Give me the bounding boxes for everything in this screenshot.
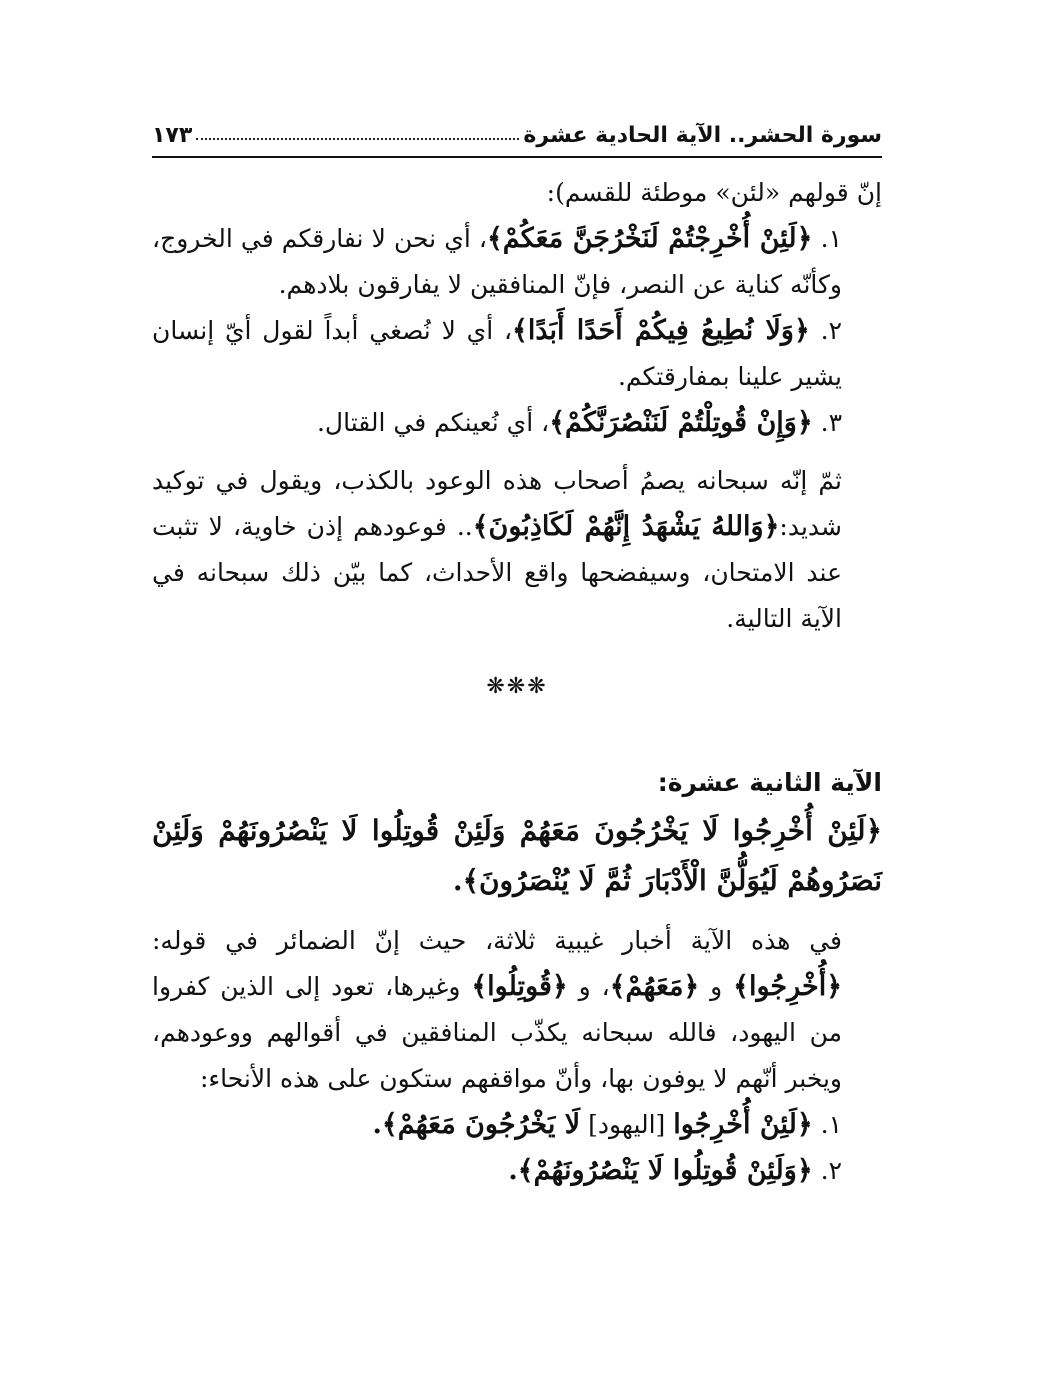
header-rule (152, 156, 882, 158)
paragraph-explanation-c: ، و (578, 972, 610, 1001)
paragraph-conclusion-quran: ﴿وَاللهُ يَشْهَدُ إِنَّهُمْ لَكَاذِبُونَ﴾ (472, 511, 780, 542)
intro-text: إنّ قولهم «لئن» موطئة للقسم): (546, 178, 882, 207)
list2-item-1-note: [اليهود] (580, 1110, 674, 1139)
list2-item-1-quran-a: ﴿لَئِنْ أُخْرِجُوا (673, 1109, 813, 1140)
paragraph-explanation-quran-3: ﴿قُوتِلُوا﴾ (471, 971, 568, 1002)
running-title: سورة الحشر.. الآية الحادية عشرة (523, 123, 882, 148)
paragraph-explanation-quran-1: ﴿أُخْرِجُوا﴾ (733, 971, 843, 1002)
verse-text: ﴿لَئِنْ أُخْرِجُوا لَا يَخْرُجُونَ مَعَهُمْ وَلَئِنْ قُوتِلُوا لَا يَنْصُرُونَهُمْ وَلَئِنْ نَصَرُوهُمْ لَيُوَلُّنَّ الْأَدْبَارَ ثُمَّ لَا يُنْصَرُونَ﴾. (152, 814, 882, 897)
section-separator: ❋❋❋ (486, 674, 548, 699)
list2-item-1 (152, 1102, 882, 1148)
paragraph-explanation-a: في هذه الآية أخبار غيبية ثلاثة، حيث إنّ الضمائر في قوله: (152, 926, 842, 955)
list-item-3 (152, 400, 882, 446)
list-item-3-quran: ﴿وَإِنْ قُوتِلْتُمْ لَنَنْصُرَنَّكُمْ﴾ (549, 407, 813, 438)
list2-item-2-quran: ﴿وَلَئِنْ قُوتِلُوا لَا يَنْصُرُونَهُمْ﴾. (508, 1155, 813, 1186)
list-item-2-text: ، أي لا نُصغي أبداً لقول أيّ إنسان يشير علينا بمفارقتكم. (152, 316, 842, 391)
list2-item-1-quran-b: لَا يَخْرُجُونَ مَعَهُمْ﴾. (372, 1109, 581, 1140)
paragraph-conclusion-part1: ثمّ إنّه سبحانه يصمُ أصحاب هذه الوعود بالكذب، ويقول في توكيد شديد: (152, 466, 842, 541)
paragraph-conclusion-part2: .. فوعودهم إذن خاوية، لا تثبت عند الامتحان، وسيفضحها واقع الأحداث، كما بيّن ذلك سبحانه في الآية التالية. (152, 512, 842, 633)
list-item-3-number: ٣. (820, 408, 842, 437)
list-item-1-quran: ﴿لَئِنْ أُخْرِجْتُمْ لَنَخْرُجَنَّ مَعَكُمْ﴾ (486, 223, 813, 254)
paragraph-explanation-d: وغيرها، تعود إلى الذين كفروا من اليهود، فالله سبحانه يكذّب المنافقين في أقوالهم ووعودهم، ويخبر أنّهم لا يوفون بها، وأنّ مواقفهم ستكون على هذه الأنحاء: (152, 972, 842, 1093)
list2-item-1-number: ١. (820, 1110, 842, 1139)
list-item-2-quran: ﴿وَلَا نُطِيعُ فِيكُمْ أَحَدًا أَبَدًا﴾ (512, 315, 810, 346)
page-body (152, 170, 882, 1194)
section-title: الآية الثانية عشرة: (657, 768, 882, 797)
page-header (152, 108, 882, 148)
list-item-1 (152, 216, 882, 308)
list-item-1-text: ، أي نحن لا نفارقكم في الخروج، وكأنّه كناية عن النصر، فإنّ المنافقين لا يفارقون بلادهم. (152, 224, 842, 299)
paragraph-explanation-b: و (710, 972, 734, 1001)
list-item-3-text: ، أي نُعينكم في القتال. (316, 408, 550, 437)
list-item-2-number: ٢. (820, 316, 842, 345)
list2-item-2-number: ٢. (820, 1156, 842, 1185)
paragraph-explanation-quran-2: ﴿مَعَهُمْ﴾ (609, 971, 700, 1002)
intro-line (152, 170, 882, 216)
paragraph-conclusion (152, 458, 882, 642)
list2-item-2 (152, 1148, 882, 1194)
header-dot-leader (196, 138, 519, 140)
page-number: ١٧٣ (152, 123, 193, 148)
list-item-1-number: ١. (820, 224, 842, 253)
paragraph-explanation (152, 918, 882, 1102)
list-item-2 (152, 308, 882, 400)
